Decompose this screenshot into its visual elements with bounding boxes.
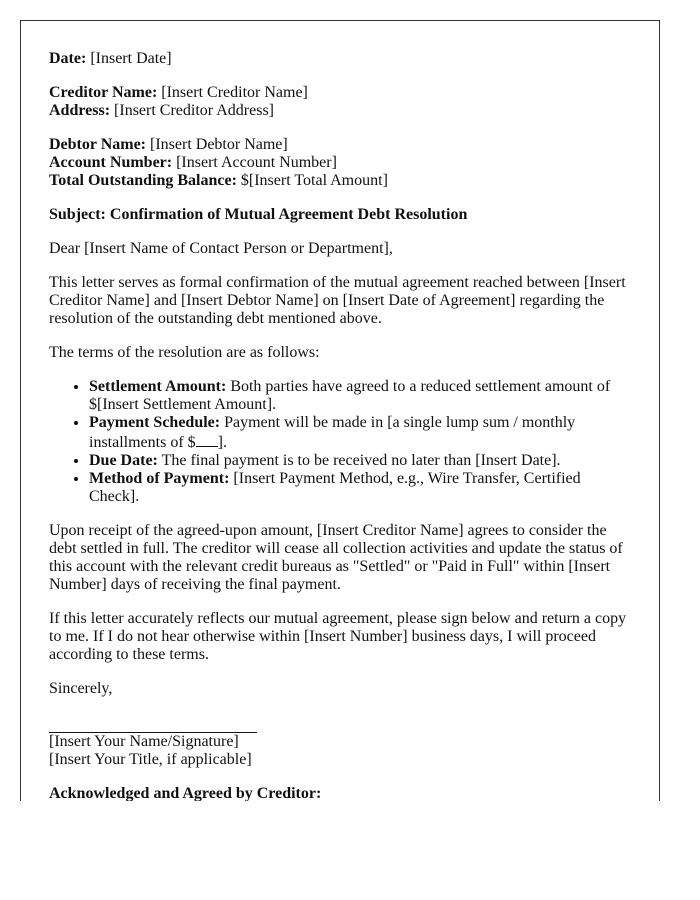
debtor-name-label: Debtor Name: <box>49 136 147 153</box>
creditor-address-value: [Insert Creditor Address] <box>114 102 275 119</box>
term-label: Settlement Amount: <box>89 378 227 395</box>
date-label: Date: <box>49 50 87 67</box>
confirmation-paragraph: If this letter accurately reflects our mutual agreement, please sign below and return a copy to me. If I do not hear otherwise within [Insert Number] business days, I will proceed according to these terms. <box>49 610 627 663</box>
creditor-name-value: [Insert Creditor Name] <box>161 84 308 101</box>
total-balance-label: Total Outstanding Balance: <box>49 172 237 189</box>
term-label: Payment Schedule: <box>89 414 221 431</box>
total-balance-value: $[Insert Total Amount] <box>240 172 388 189</box>
valediction: Sincerely, <box>49 680 113 697</box>
intro-paragraph: This letter serves as formal confirmation of the mutual agreement reached between [Insert Creditor Name] and [Insert Debtor Name] on [Insert Date of Agreement] regarding the resolution of the outstanding debt mentioned above. <box>49 274 626 327</box>
term-text: [Insert Payment Method, e.g., Wire Transfer, Certified Check]. <box>89 470 581 505</box>
term-text: Both parties have agreed to a reduced settlement amount of $[Insert Settlement Amount]. <box>89 378 611 413</box>
date-value: [Insert Date] <box>90 50 172 67</box>
signer-name: [Insert Your Name/Signature] <box>49 733 239 750</box>
signer-title: [Insert Your Title, if applicable] <box>49 751 252 768</box>
receipt-paragraph: Upon receipt of the agreed-upon amount, [Insert Creditor Name] agrees to consider the debt settled in full. The creditor will cease all collection activities and update the status of this account with the relevant credit bureaus as "Settled" or "Paid in Full" within [Insert Number] days of receiving the final payment. <box>49 522 623 593</box>
creditor-name-label: Creditor Name: <box>49 84 158 101</box>
terms-intro: The terms of the resolution are as follows: <box>49 344 320 361</box>
creditor-block <box>49 84 631 120</box>
date-line <box>49 50 631 68</box>
letter-document <box>20 20 660 801</box>
term-text: The final payment is to be received no later than [Insert Date]. <box>161 452 561 469</box>
term-due-date <box>89 452 631 470</box>
terms-list <box>49 378 631 506</box>
acknowledgment-heading: Acknowledged and Agreed by Creditor: <box>49 785 322 801</box>
account-number-label: Account Number: <box>49 154 173 171</box>
term-label: Due Date: <box>89 452 158 469</box>
term-payment-schedule <box>89 414 631 452</box>
term-method-of-payment <box>89 470 631 506</box>
term-label: Method of Payment: <box>89 470 230 487</box>
amount-blank <box>196 432 218 447</box>
debtor-name-value: [Insert Debtor Name] <box>150 136 288 153</box>
creditor-address-label: Address: <box>49 102 111 119</box>
signature-block <box>49 733 631 769</box>
term-settlement-amount <box>89 378 631 414</box>
term-text: Payment will be made in [a single lump sum / monthly installments of $ <box>89 414 576 451</box>
debtor-block <box>49 136 631 190</box>
subject-line: Subject: Confirmation of Mutual Agreement Debt Resolution <box>49 206 468 223</box>
salutation: Dear [Insert Name of Contact Person or Department], <box>49 240 393 257</box>
account-number-value: [Insert Account Number] <box>176 154 337 171</box>
term-text-end: ]. <box>217 434 227 451</box>
